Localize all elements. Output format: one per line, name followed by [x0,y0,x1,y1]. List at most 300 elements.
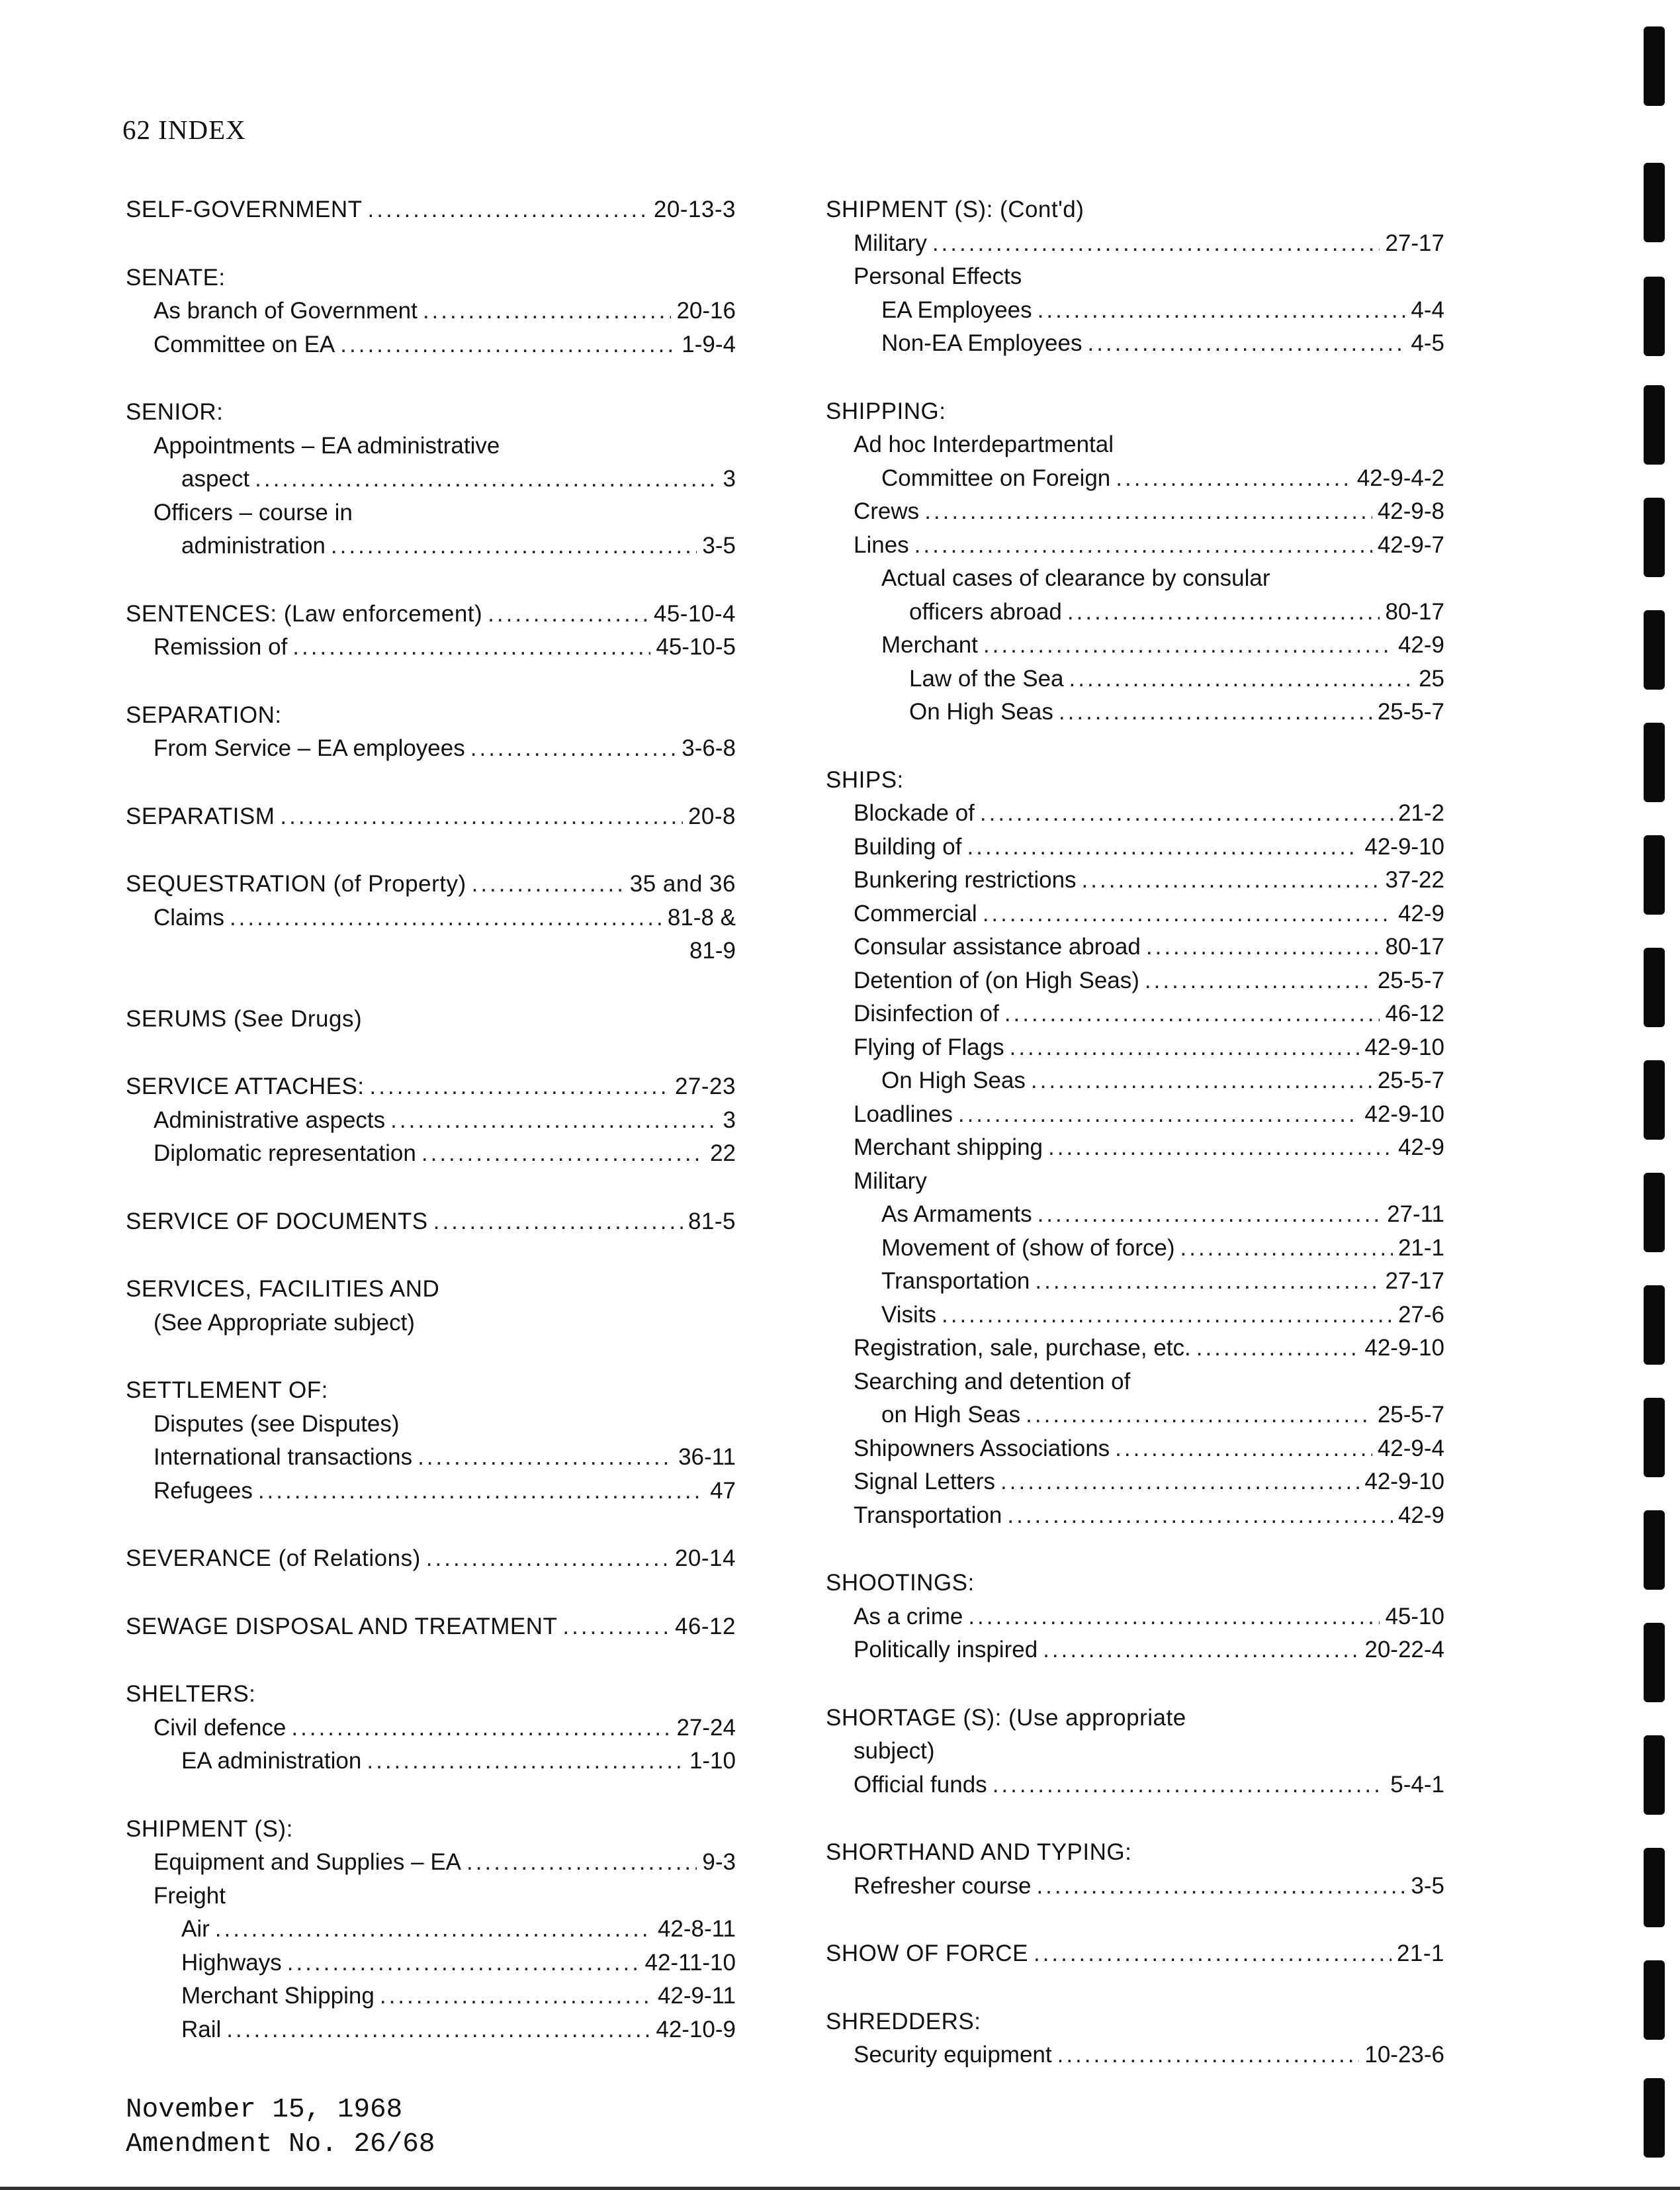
index-section [826,764,1444,1533]
page-reference: 27-6 [1397,1301,1444,1328]
page-reference: 27-23 [674,1073,736,1099]
page-reference: 42-9 [1397,900,1444,927]
dot-leader [470,732,677,766]
index-subentry [826,462,1444,496]
entry-label: Flying of Flags [854,1034,1004,1060]
page-reference: 25-5-7 [1377,967,1444,993]
entry-label: Law of the Sea [909,665,1064,692]
index-subentry [826,831,1444,864]
index-section [826,193,1444,361]
page-reference: 20-8 [687,803,736,829]
index-subentry [826,1398,1444,1432]
page-reference: 81-5 [687,1208,736,1234]
entry-label: Appointments – EA administrative [154,432,500,459]
page-reference: 42-9-10 [1364,1335,1444,1361]
index-subentry [826,2038,1444,2072]
index-subentry [826,562,1444,596]
entry-label: officers abroad [909,598,1062,625]
index-heading [826,193,1444,227]
dot-leader [1007,1499,1393,1533]
binder-mark [1644,1173,1665,1252]
entry-label: SEQUESTRATION (of Property) [126,871,466,897]
entry-label: SEPARATION: [126,702,282,728]
index-subentry [126,463,736,496]
index-heading [826,2005,1444,2039]
entry-label: SERVICE OF DOCUMENTS [126,1208,428,1234]
entry-label: SENIOR: [126,399,224,425]
entry-label: Registration, sale, purchase, etc. [854,1335,1191,1361]
binder-mark [1644,26,1665,106]
dot-leader [1146,931,1380,964]
entry-label: Movement of (show of force) [881,1234,1175,1261]
index-subentry [826,529,1444,563]
entry-label: Shipowners Associations [854,1435,1110,1461]
entry-label: SHIPMENT (S): (Cont'd) [826,197,1084,222]
entry-label: Freight [154,1882,226,1909]
dot-leader [1067,596,1380,629]
entry-label: Merchant shipping [854,1134,1043,1160]
page-reference: 42-9-10 [1364,1469,1444,1494]
index-subentry [826,797,1444,831]
dot-leader [488,598,648,631]
dot-leader [968,1600,1380,1634]
dot-leader [287,1946,640,1980]
page-reference: 42-8-11 [657,1916,736,1942]
entry-label: Official funds [854,1771,987,1798]
dot-leader [932,227,1380,261]
page-reference: 35 and 36 [629,871,736,897]
dot-leader [1196,1332,1360,1365]
dot-leader [1087,327,1405,361]
page-reference: 45-10-5 [656,634,736,660]
page-reference: 42-9 [1397,632,1444,658]
index-heading [126,598,736,631]
binder-mark [1644,2078,1665,2158]
dot-leader [924,495,1372,529]
dot-leader [980,797,1393,831]
entry-label: SHORTAGE (S): (Use appropriate [826,1704,1186,1731]
dot-leader [1038,294,1406,328]
page-reference: 46-12 [674,1613,736,1639]
entry-label: Non-EA Employees [881,330,1083,356]
index-subentry [126,1711,736,1745]
binder-mark [1644,1623,1665,1702]
index-subentry [826,327,1444,361]
entry-label: Equipment and Supplies – EA [154,1849,462,1875]
entry-label: Administrative aspects [154,1107,386,1133]
binder-mark [1644,277,1665,356]
binder-mark [1644,163,1665,242]
index-heading [826,1937,1444,1971]
index-section [126,1374,736,1508]
page-reference: 25-5-7 [1377,1068,1444,1093]
entry-label: International transactions [154,1444,413,1470]
dot-leader [340,328,676,362]
entry-label: Blockade of [854,800,975,826]
entry-label: Actual cases of clearance by consular [881,565,1270,591]
dot-leader [421,1137,705,1171]
binder-mark [1644,723,1665,802]
index-subentry [826,1299,1444,1332]
index-subentry [826,1265,1444,1299]
page-reference: 3-6-8 [682,735,736,761]
binder-mark [1644,835,1665,915]
binder-hole-marks [1644,0,1670,2190]
entry-label: Civil defence [154,1714,287,1741]
page-reference: 42-9-4-2 [1356,465,1444,491]
index-section [826,1567,1444,1667]
page-reference: 45-10-4 [653,600,736,627]
entry-label: On High Seas [909,699,1053,725]
index-subentry [126,1946,736,1980]
entry-label: SHIPPING: [826,398,946,424]
entry-label: SHORTHAND AND TYPING: [826,1839,1132,1865]
entry-label: Claims [154,904,224,931]
index-subentry [126,1475,736,1508]
entry-label: SHREDDERS: [826,2008,981,2034]
index-heading [126,1273,736,1306]
page-reference: 10-23-6 [1364,2042,1444,2068]
index-subentry [826,1332,1444,1365]
index-subentry [126,1880,736,1913]
page-reference: 4-4 [1411,297,1444,323]
index-subentry [126,1745,736,1778]
entry-label: subject) [854,1738,935,1764]
dot-leader [967,831,1359,864]
page-reference: 1-10 [689,1748,736,1774]
index-subentry [826,260,1444,294]
index-subentry [826,1735,1444,1768]
entry-label: SEVERANCE (of Relations) [126,1545,421,1571]
page-reference: 42-9-10 [1364,1101,1444,1127]
index-subentry [126,732,736,766]
index-subentry [126,1408,736,1441]
page-reference: 45-10 [1385,1603,1444,1629]
dot-leader [1069,662,1414,696]
page-reference: 5-4-1 [1390,1771,1444,1798]
dot-leader [1036,1870,1405,1903]
page-reference: 42-9-11 [657,1983,736,2009]
dot-leader [958,1098,1360,1132]
dot-leader [380,1980,652,2013]
dot-leader [914,529,1372,563]
dot-leader [255,463,717,496]
dot-leader [1048,1131,1393,1165]
page-reference: 42-10-9 [656,2016,736,2042]
index-section [126,1003,736,1036]
dot-leader [1026,1398,1372,1432]
index-section [126,1205,736,1239]
entry-label: Air [181,1916,210,1942]
dot-leader [258,1475,705,1508]
index-subentry [826,1131,1444,1165]
entry-label: Diplomatic representation [154,1140,416,1166]
entry-label: Rail [181,2016,222,2042]
entry-label: SENATE: [126,264,226,291]
index-subentry [126,496,736,530]
dot-leader [230,901,662,935]
index-heading [126,1542,736,1576]
page-reference: 3 [723,466,736,492]
index-subentry [126,328,736,362]
entry-label: Searching and detention of [854,1368,1131,1394]
binder-mark [1644,498,1665,577]
dot-leader [1043,1633,1359,1667]
entry-label: Refugees [154,1477,253,1504]
page-reference: 80-17 [1385,934,1444,960]
page-reference: 27-17 [1385,230,1444,256]
page-reference: 21-1 [1397,1234,1444,1261]
binder-mark [1644,1848,1665,1927]
page-reference: 22 [710,1140,736,1166]
dot-leader [1000,1465,1359,1499]
index-subentry [126,1913,736,1946]
index-subentry [126,1104,736,1138]
index-column-left [126,193,736,2081]
dot-leader [426,1542,670,1576]
index-subentry [826,1432,1444,1466]
index-subentry [826,495,1444,529]
entry-label: Ad hoc Interdepartmental [854,432,1114,457]
index-subentry [826,428,1444,462]
index-subentry [126,430,736,463]
page-reference: 27-17 [1385,1268,1444,1294]
page-reference: 4-5 [1411,330,1444,356]
index-subentry [826,1768,1444,1802]
dot-leader [367,1745,684,1778]
index-subentry [126,631,736,664]
index-subentry [826,1499,1444,1533]
page-title: 62 INDEX [122,114,246,145]
index-heading [126,261,736,295]
entry-label: Commercial [854,900,977,927]
page-reference: 3-5 [1411,1872,1444,1899]
entry-label: Crews [854,498,920,524]
index-subentry [826,1064,1444,1098]
dot-leader [215,1913,652,1946]
page-reference: 3-5 [702,533,736,559]
entry-label: SERVICE ATTACHES: [126,1073,365,1099]
entry-label: SHOW OF FORCE [826,1940,1028,1966]
dot-leader [983,897,1393,931]
index-section [126,1542,736,1576]
entry-label: aspect [181,466,250,492]
index-heading [126,396,736,430]
page-reference: 81-8 & [667,904,736,931]
page-reference: 80-17 [1385,598,1444,625]
index-section [126,800,736,834]
page-reference: 25 [1419,665,1444,692]
binder-mark [1644,1398,1665,1477]
entry-label: Military [854,1167,927,1194]
page-reference: 20-13-3 [653,197,736,222]
page-reference: 1-9-4 [682,331,736,357]
index-section [826,1937,1444,1971]
page-reference: 27-24 [676,1714,736,1741]
index-subentry [826,1465,1444,1499]
index-subentry [826,227,1444,261]
index-heading [126,699,736,733]
dot-leader [226,2013,650,2047]
entry-label: SETTLEMENT OF: [126,1377,328,1403]
entry-label: (See Appropriate subject) [154,1309,415,1336]
entry-label: Merchant [881,632,978,658]
index-heading [826,1567,1444,1600]
index-heading [826,395,1444,429]
page-reference: 42-9-10 [1364,833,1444,860]
binder-mark [1644,948,1665,1027]
entry-label: Transportation [881,1268,1030,1294]
index-subentry [826,1098,1444,1132]
index-heading [126,1610,736,1644]
entry-label: Loadlines [854,1101,953,1127]
entry-label: Consular assistance abroad [854,934,1141,960]
index-heading [126,1205,736,1239]
index-heading [826,1836,1444,1870]
index-section [126,193,736,227]
index-subentry [826,629,1444,662]
entry-label: Security equipment [854,2042,1052,2068]
index-subentry [826,997,1444,1031]
index-subentry [826,696,1444,729]
entry-label: Refresher course [854,1872,1032,1899]
entry-label: SEPARATISM [126,803,275,829]
index-subentry [826,1031,1444,1065]
entry-label: On High Seas [881,1068,1026,1093]
entry-label: As branch of Government [154,298,418,324]
entry-label: Highways [181,1949,282,1976]
dot-leader [983,629,1393,662]
index-subentry [126,901,736,935]
entry-label: Officers – course in [154,499,353,525]
index-subentry [826,864,1444,897]
dot-leader [390,1104,717,1138]
entry-label: Bunkering restrictions [854,867,1077,893]
page-reference: 37-22 [1385,867,1444,893]
index-subentry [126,1846,736,1880]
page-reference: 42-9-8 [1377,498,1444,524]
index-subentry [826,1198,1444,1232]
index-subentry [126,935,736,968]
page-bottom-edge [0,2187,1680,2190]
page-reference: 21-2 [1397,800,1444,826]
index-section [126,1678,736,1778]
index-heading [126,1678,736,1711]
index-heading [126,1003,736,1036]
entry-label: Committee on EA [154,331,335,357]
entry-label: Personal Effects [854,263,1022,289]
dot-leader [331,529,697,563]
dot-leader [942,1299,1393,1332]
index-heading [826,764,1444,798]
page-reference: 20-14 [674,1545,736,1571]
index-section [126,1273,736,1340]
page-reference: 81-9 [689,938,736,964]
page-reference: 25-5-7 [1377,699,1444,725]
dot-leader [423,295,672,328]
page-reference: 42-9-7 [1377,531,1444,558]
index-section [826,1702,1444,1802]
entry-label: Transportation [854,1502,1002,1528]
entry-label: Lines [854,531,909,558]
page-footer [126,2093,435,2162]
dot-leader [1031,1064,1372,1098]
page-reference: 46-12 [1385,1001,1444,1027]
dot-leader [1038,1198,1382,1232]
index-heading [126,868,736,901]
entry-label: SHIPMENT (S): [126,1815,293,1842]
dot-leader [1004,997,1380,1031]
index-heading [126,1813,736,1847]
binder-mark [1644,1510,1665,1590]
index-section [126,261,736,362]
index-subentry [826,1165,1444,1199]
index-subentry [826,1600,1444,1634]
entry-label: administration [181,533,326,559]
index-heading [126,1070,736,1104]
index-section [126,699,736,766]
index-section [126,1070,736,1171]
entry-label: Military [854,230,927,256]
page-reference: 42-9 [1397,1502,1444,1528]
dot-leader [1034,1937,1392,1971]
footer-date: November 15, 1968 [126,2095,403,2125]
entry-label: SELF-GOVERNMENT [126,197,363,222]
index-subentry [826,294,1444,328]
page-reference: 20-22-4 [1364,1637,1444,1663]
dot-leader [370,1070,670,1104]
index-section [826,2005,1444,2072]
dot-leader [466,1846,697,1880]
page-reference: 9-3 [702,1849,736,1875]
dot-leader [291,1711,671,1745]
page-reference: 3 [723,1107,736,1133]
dot-leader [993,1768,1386,1802]
entry-label: As a crime [854,1603,963,1629]
footer-amendment: Amendment No. 26/68 [126,2129,435,2160]
dot-leader [1057,2038,1360,2072]
page-reference: 42-11-10 [644,1949,736,1976]
index-subentry [126,2013,736,2047]
index-subentry [126,1137,736,1171]
index-subentry [826,897,1444,931]
entry-label: EA Employees [881,297,1032,323]
entry-label: SEWAGE DISPOSAL AND TREATMENT [126,1613,558,1639]
index-subentry [126,1441,736,1475]
dot-leader [292,631,650,664]
index-heading [126,800,736,834]
entry-label: Building of [854,833,962,860]
index-subentry [826,1232,1444,1265]
page-reference: 25-5-7 [1377,1402,1444,1428]
index-column-right [826,193,1444,2107]
dot-leader [1059,696,1372,729]
entry-label: From Service – EA employees [154,735,465,761]
index-subentry [126,295,736,328]
dot-leader [1116,462,1351,496]
entry-label: on High Seas [881,1402,1021,1428]
index-section [126,1813,736,2047]
index-section [826,395,1444,729]
page-reference: 42-9-10 [1364,1034,1444,1060]
entry-label: EA administration [181,1748,362,1774]
entry-label: SERVICES, FACILITIES AND [126,1276,440,1302]
page-reference: 21-1 [1396,1940,1444,1966]
dot-leader [433,1205,683,1239]
dot-leader [280,800,683,834]
binder-mark [1644,1960,1665,2040]
entry-label: Disputes (see Disputes) [154,1410,400,1437]
